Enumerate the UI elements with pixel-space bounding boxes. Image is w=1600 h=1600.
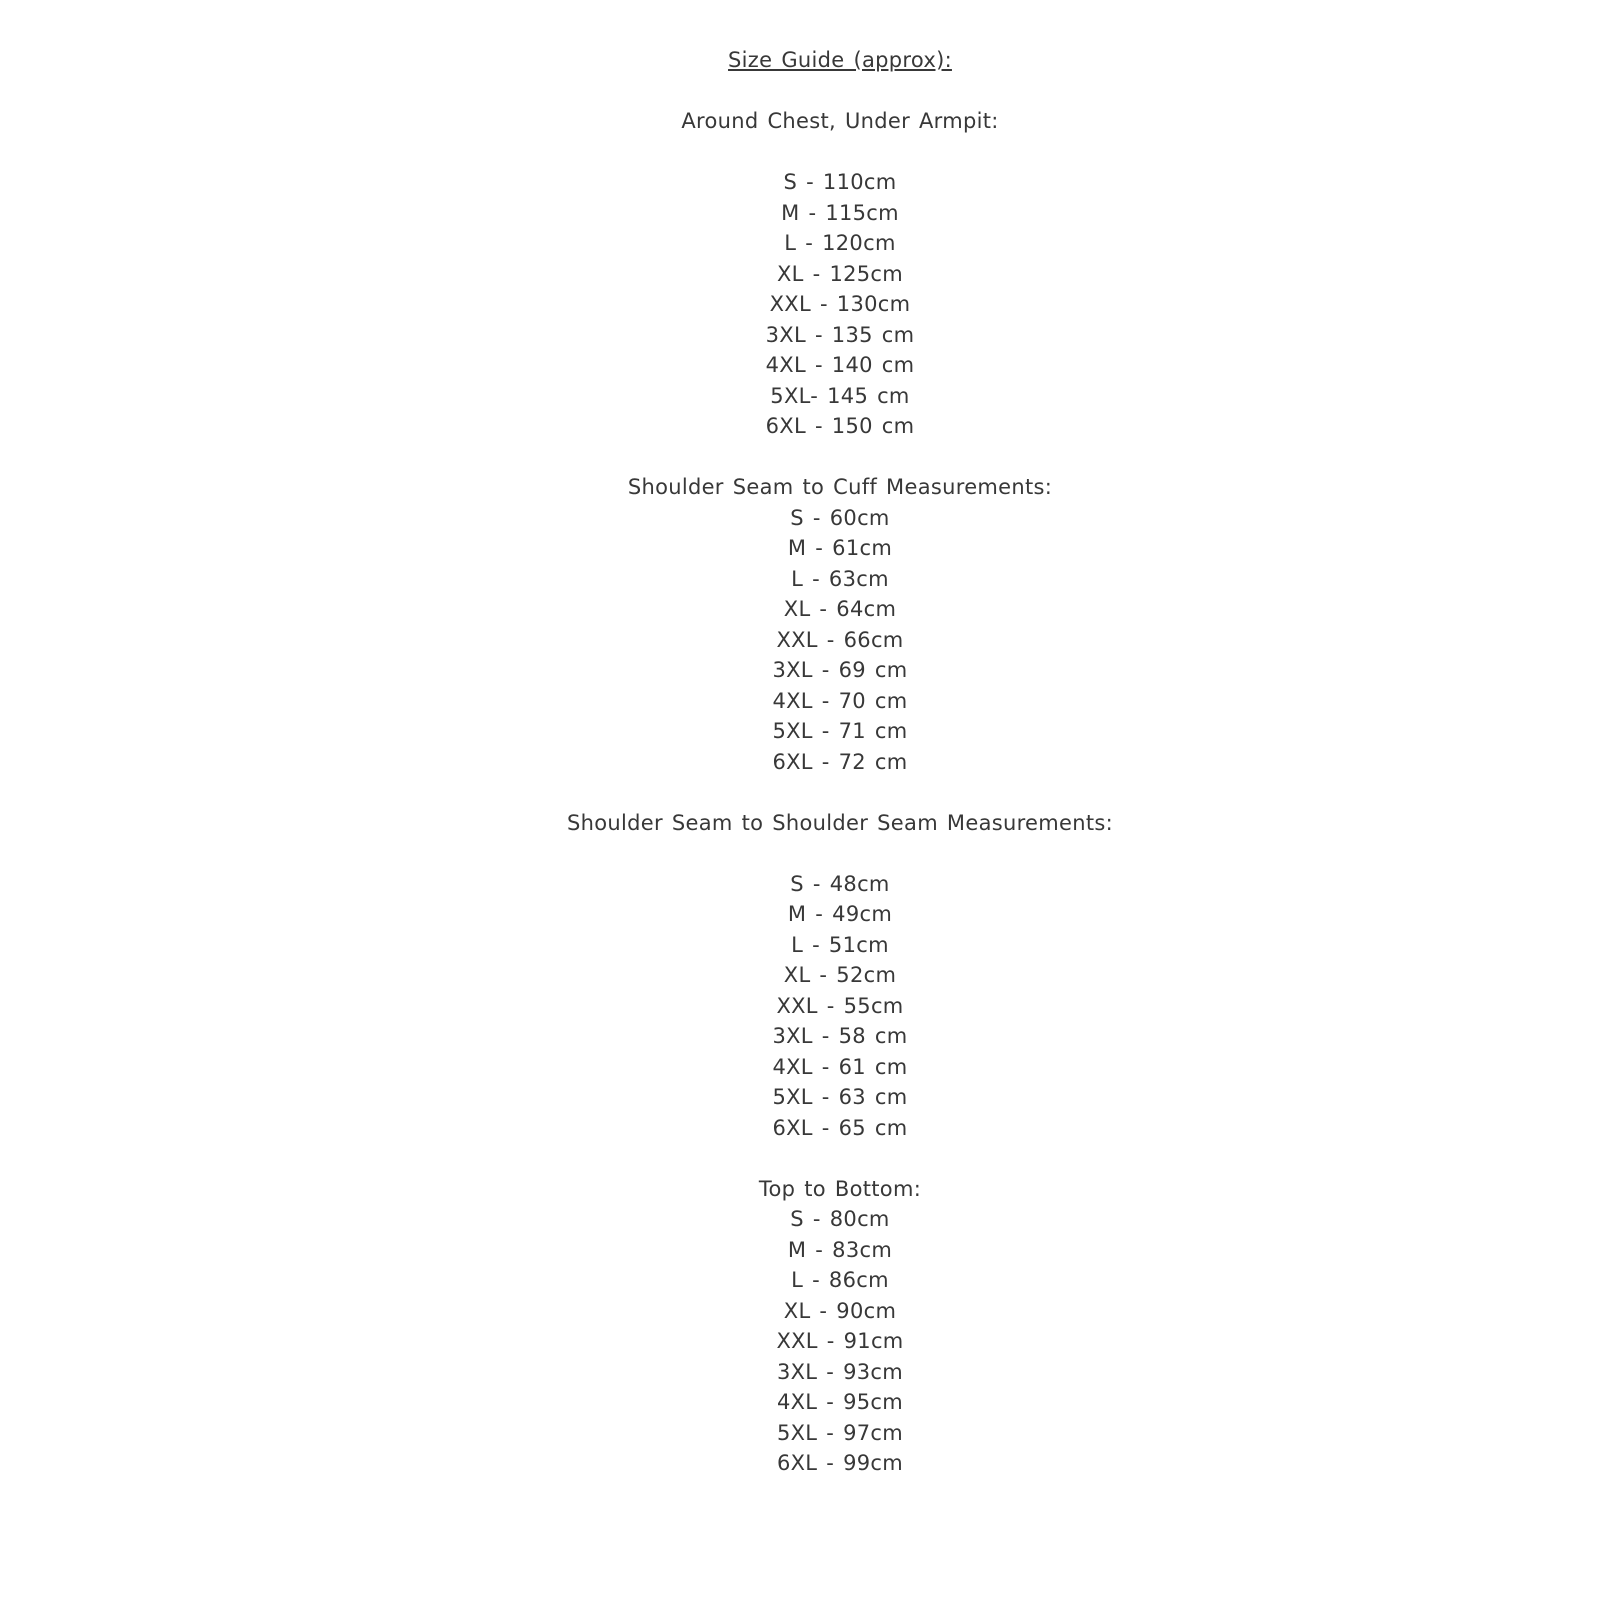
size-row: 4XL - 70 cm — [772, 688, 908, 713]
section-length-list — [80, 1204, 1600, 1479]
size-row: M - 49cm — [787, 902, 893, 926]
size-row: XXL - 66cm — [776, 627, 904, 652]
section-chest-list — [80, 167, 1600, 442]
size-row: XL - 64cm — [783, 597, 897, 621]
size-row: M - 61cm — [787, 536, 893, 560]
size-row: 4XL - 95cm — [776, 1390, 904, 1414]
size-row: XXL - 55cm — [776, 993, 904, 1018]
size-row: L - 120cm — [784, 231, 896, 255]
section-length — [80, 1174, 1600, 1479]
size-row: 6XL - 72 cm — [772, 749, 908, 774]
size-row: S - 80cm — [790, 1207, 890, 1231]
size-row: 3XL - 58 cm — [772, 1024, 908, 1048]
size-row: XL - 90cm — [783, 1298, 897, 1323]
section-shoulder-list — [80, 869, 1600, 1144]
size-row: L - 86cm — [791, 1268, 889, 1292]
section-shoulder — [80, 808, 1600, 1144]
size-row: S - 110cm — [783, 170, 897, 194]
size-guide-title: Size Guide (approx): — [728, 48, 952, 72]
size-row: M - 83cm — [787, 1237, 893, 1262]
size-row: 3XL - 93cm — [776, 1359, 904, 1384]
size-row: 6XL - 65 cm — [772, 1115, 908, 1140]
size-row: L - 63cm — [791, 566, 889, 591]
size-row: 5XL- 145 cm — [770, 383, 910, 408]
size-row: 3XL - 135 cm — [765, 322, 915, 347]
size-row: 5XL - 63 cm — [772, 1085, 908, 1109]
size-row: 4XL - 61 cm — [772, 1054, 908, 1079]
size-row: XXL - 130cm — [769, 292, 911, 316]
size-row: 4XL - 140 cm — [765, 353, 915, 377]
size-row: M - 115cm — [781, 200, 899, 225]
size-row: 6XL - 99cm — [776, 1451, 904, 1475]
section-shoulder-heading: Shoulder Seam to Shoulder Seam Measurements: — [566, 810, 1114, 835]
size-row: S - 60cm — [790, 505, 890, 530]
size-row: 3XL - 69 cm — [772, 658, 908, 682]
section-chest — [80, 106, 1600, 442]
section-sleeve-heading: Shoulder Seam to Cuff Measurements: — [627, 475, 1053, 499]
section-length-heading: Top to Bottom: — [758, 1176, 922, 1201]
size-row: 5XL - 97cm — [776, 1420, 904, 1445]
size-row: 6XL - 150 cm — [765, 414, 915, 438]
size-row: L - 51cm — [791, 932, 889, 957]
section-sleeve-list — [80, 503, 1600, 778]
size-row: XL - 125cm — [776, 261, 904, 286]
section-chest-heading: Around Chest, Under Armpit: — [681, 109, 999, 133]
size-row: S - 48cm — [790, 871, 890, 896]
size-row: 5XL - 71 cm — [772, 719, 908, 743]
size-row: XXL - 91cm — [776, 1329, 904, 1353]
section-sleeve — [80, 472, 1600, 777]
size-row: XL - 52cm — [783, 963, 897, 987]
